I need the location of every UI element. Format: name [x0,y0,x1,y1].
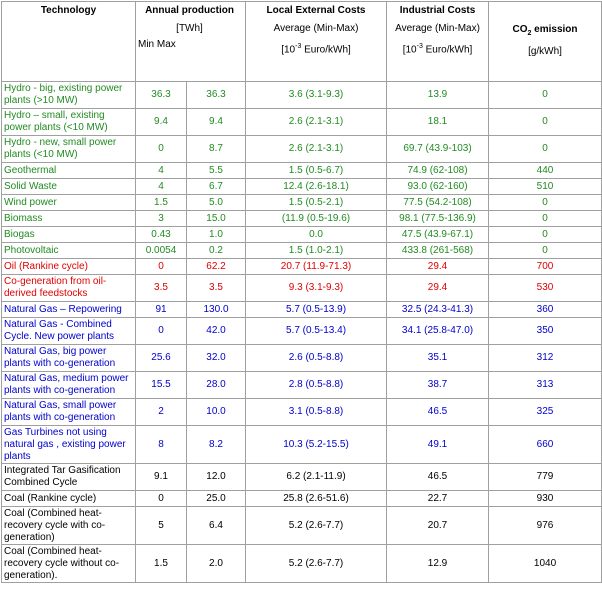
cell-technology: Coal (Rankine cycle) [2,491,136,507]
cell-technology: Oil (Rankine cycle) [2,259,136,275]
cell-industrial-cost: 47.5 (43.9-67.1) [387,227,489,243]
cell-production-max: 5.0 [187,195,246,211]
cell-co2-emission: 530 [489,275,602,302]
cell-production-min: 15.5 [136,372,187,399]
cell-local-cost: 20.7 (11.9-71.3) [246,259,387,275]
cell-production-max: 10.0 [187,399,246,426]
table-row [2,345,602,372]
cell-industrial-cost: 22.7 [387,491,489,507]
cell-production-min: 9.4 [136,109,187,136]
cell-production-max: 0.2 [187,243,246,259]
cell-production-max: 8.2 [187,426,246,464]
table-row [2,211,602,227]
cell-technology: Coal (Combined heat-recovery cycle without co-generation). [2,545,136,583]
cell-production-min: 0 [136,491,187,507]
cell-industrial-cost: 12.9 [387,545,489,583]
table-row [2,275,602,302]
cell-industrial-cost: 46.5 [387,464,489,491]
energy-cost-table [1,1,602,583]
cell-production-min: 1.5 [136,195,187,211]
cell-technology: Coal (Combined heat-recovery cycle with co-generation) [2,507,136,545]
cell-industrial-cost: 74.9 (62-108) [387,163,489,179]
cell-co2-emission: 0 [489,136,602,163]
header-annual-title: Annual production [145,5,234,16]
cell-co2-emission: 313 [489,372,602,399]
header-local-title: Local External Costs [266,5,366,16]
cell-industrial-cost: 98.1 (77.5-136.9) [387,211,489,227]
cell-production-max: 1.0 [187,227,246,243]
header-technology-label: Technology [40,5,97,16]
cell-local-cost: 1.5 (0.5-6.7) [246,163,387,179]
cell-local-cost: 9.3 (3.1-9.3) [246,275,387,302]
cell-industrial-cost: 18.1 [387,109,489,136]
cell-technology: Natural Gas - Combined Cycle. New power plants [2,318,136,345]
cell-production-max: 25.0 [187,491,246,507]
table-body [2,82,602,583]
cell-production-min: 0 [136,259,187,275]
cell-industrial-cost: 35.1 [387,345,489,372]
cell-production-min: 36.3 [136,82,187,109]
cell-technology: Geothermal [2,163,136,179]
cell-technology: Biomass [2,211,136,227]
cell-co2-emission: 0 [489,82,602,109]
header-local-sub: Average (Min-Max) [273,23,359,34]
cell-co2-emission: 779 [489,464,602,491]
cell-production-max: 28.0 [187,372,246,399]
header-annual-production [136,2,246,82]
cell-production-min: 0.43 [136,227,187,243]
cell-industrial-cost: 93.0 (62-160) [387,179,489,195]
cell-co2-emission: 440 [489,163,602,179]
cell-production-min: 3 [136,211,187,227]
cell-production-max: 32.0 [187,345,246,372]
cell-technology: Hydro – small, existing power plants (<10 MW) [2,109,136,136]
cell-local-cost: (11.9 (0.5-19.6) [246,211,387,227]
cell-industrial-cost: 13.9 [387,82,489,109]
cell-local-cost: 1.5 (1.0-2.1) [246,243,387,259]
cell-co2-emission: 700 [489,259,602,275]
table-row [2,179,602,195]
cell-technology: Wind power [2,195,136,211]
table-row [2,302,602,318]
cell-co2-emission: 976 [489,507,602,545]
header-co2-title: $CO_2$ emission [512,24,578,37]
header-annual-minmax: Min Max [138,39,176,50]
cell-production-min: 0.0054 [136,243,187,259]
cell-technology: Integrated Tar Gasification Combined Cycle [2,464,136,491]
cell-local-cost: 2.6 (0.5-8.8) [246,345,387,372]
cell-industrial-cost: 46.5 [387,399,489,426]
cell-production-max: 2.0 [187,545,246,583]
cell-technology: Natural Gas, medium power plants with co-generation [2,372,136,399]
cell-technology: Co-generation from oil-derived feedstocks [2,275,136,302]
cell-co2-emission: 312 [489,345,602,372]
cell-technology: Photovoltaic [2,243,136,259]
cell-technology: Natural Gas – Repowering [2,302,136,318]
table-row [2,109,602,136]
cell-local-cost: 1.5 (0.5-2.1) [246,195,387,211]
cell-co2-emission: 1040 [489,545,602,583]
cell-technology: Gas Turbines not using natural gas , existing power plants [2,426,136,464]
cell-local-cost: 2.6 (2.1-3.1) [246,109,387,136]
header-industrial-costs [387,2,489,82]
cell-production-min: 91 [136,302,187,318]
cell-production-min: 9.1 [136,464,187,491]
cell-industrial-cost: 433.8 (261-568) [387,243,489,259]
cell-local-cost: 0.0 [246,227,387,243]
cell-production-max: 42.0 [187,318,246,345]
cell-industrial-cost: 49.1 [387,426,489,464]
cell-production-min: 4 [136,179,187,195]
cell-production-max: 3.5 [187,275,246,302]
cell-local-cost: 6.2 (2.1-11.9) [246,464,387,491]
cell-production-max: 9.4 [187,109,246,136]
header-local-unit: [$10^{-3}$ Euro/kWh] [281,43,351,56]
table-row [2,399,602,426]
table-row [2,163,602,179]
table-row [2,259,602,275]
table-row [2,243,602,259]
cell-local-cost: 2.6 (2.1-3.1) [246,136,387,163]
header-local-costs [246,2,387,82]
cell-co2-emission: 510 [489,179,602,195]
table-row [2,227,602,243]
table-row [2,372,602,399]
cell-industrial-cost: 29.4 [387,275,489,302]
cell-co2-emission: 0 [489,211,602,227]
cell-co2-emission: 930 [489,491,602,507]
cell-production-max: 6.7 [187,179,246,195]
header-annual-unit: [TWh] [176,23,203,34]
cell-production-max: 62.2 [187,259,246,275]
cell-production-max: 8.7 [187,136,246,163]
cell-industrial-cost: 20.7 [387,507,489,545]
cell-technology: Natural Gas, big power plants with co-generation [2,345,136,372]
cell-technology: Natural Gas, small power plants with co-generation [2,399,136,426]
cell-production-min: 2 [136,399,187,426]
cell-industrial-cost: 34.1 (25.8-47.0) [387,318,489,345]
header-co2 [489,2,602,82]
cell-local-cost: 12.4 (2.6-18.1) [246,179,387,195]
header-ind-unit: [$10^{-3}$ Euro/kWh] [402,43,473,56]
cell-local-cost: 3.1 (0.5-8.8) [246,399,387,426]
cell-technology: Hydro - new, small power plants (<10 MW) [2,136,136,163]
cell-production-min: 0 [136,318,187,345]
cell-co2-emission: 325 [489,399,602,426]
cell-production-min: 5 [136,507,187,545]
cell-industrial-cost: 32.5 (24.3-41.3) [387,302,489,318]
table-row [2,318,602,345]
cell-co2-emission: 0 [489,195,602,211]
cell-co2-emission: 360 [489,302,602,318]
cell-local-cost: 5.7 (0.5-13.9) [246,302,387,318]
cell-technology: Solid Waste [2,179,136,195]
header-ind-title: Industrial Costs [399,5,476,16]
cell-production-min: 4 [136,163,187,179]
table-row [2,545,602,583]
cell-local-cost: 5.2 (2.6-7.7) [246,545,387,583]
header-row [2,2,602,82]
cell-production-max: 36.3 [187,82,246,109]
table-row [2,491,602,507]
cell-technology: Biogas [2,227,136,243]
cell-local-cost: 10.3 (5.2-15.5) [246,426,387,464]
cell-industrial-cost: 77.5 (54.2-108) [387,195,489,211]
table-row [2,136,602,163]
header-technology [2,2,136,82]
cell-production-min: 0 [136,136,187,163]
cell-local-cost: 5.7 (0.5-13.4) [246,318,387,345]
table-row [2,464,602,491]
cell-co2-emission: 0 [489,227,602,243]
cell-production-max: 15.0 [187,211,246,227]
cell-production-min: 3.5 [136,275,187,302]
header-co2-unit: [g/kWh] [528,46,562,57]
cell-production-max: 6.4 [187,507,246,545]
cell-production-max: 12.0 [187,464,246,491]
cell-local-cost: 3.6 (3.1-9.3) [246,82,387,109]
header-ind-sub: Average (Min-Max) [395,23,480,34]
cell-industrial-cost: 69.7 (43.9-103) [387,136,489,163]
cell-co2-emission: 350 [489,318,602,345]
table-row [2,426,602,464]
cell-production-min: 8 [136,426,187,464]
cell-co2-emission: 660 [489,426,602,464]
cell-co2-emission: 0 [489,109,602,136]
cell-industrial-cost: 38.7 [387,372,489,399]
cell-local-cost: 25.8 (2.6-51.6) [246,491,387,507]
cell-local-cost: 2.8 (0.5-8.8) [246,372,387,399]
table-row [2,507,602,545]
cell-co2-emission: 0 [489,243,602,259]
cell-production-max: 5.5 [187,163,246,179]
cell-local-cost: 5.2 (2.6-7.7) [246,507,387,545]
cell-production-min: 1.5 [136,545,187,583]
table-row [2,82,602,109]
table-row [2,195,602,211]
cell-production-min: 25.6 [136,345,187,372]
cell-industrial-cost: 29.4 [387,259,489,275]
cell-production-max: 130.0 [187,302,246,318]
cell-technology: Hydro - big, existing power plants (>10 MW) [2,82,136,109]
